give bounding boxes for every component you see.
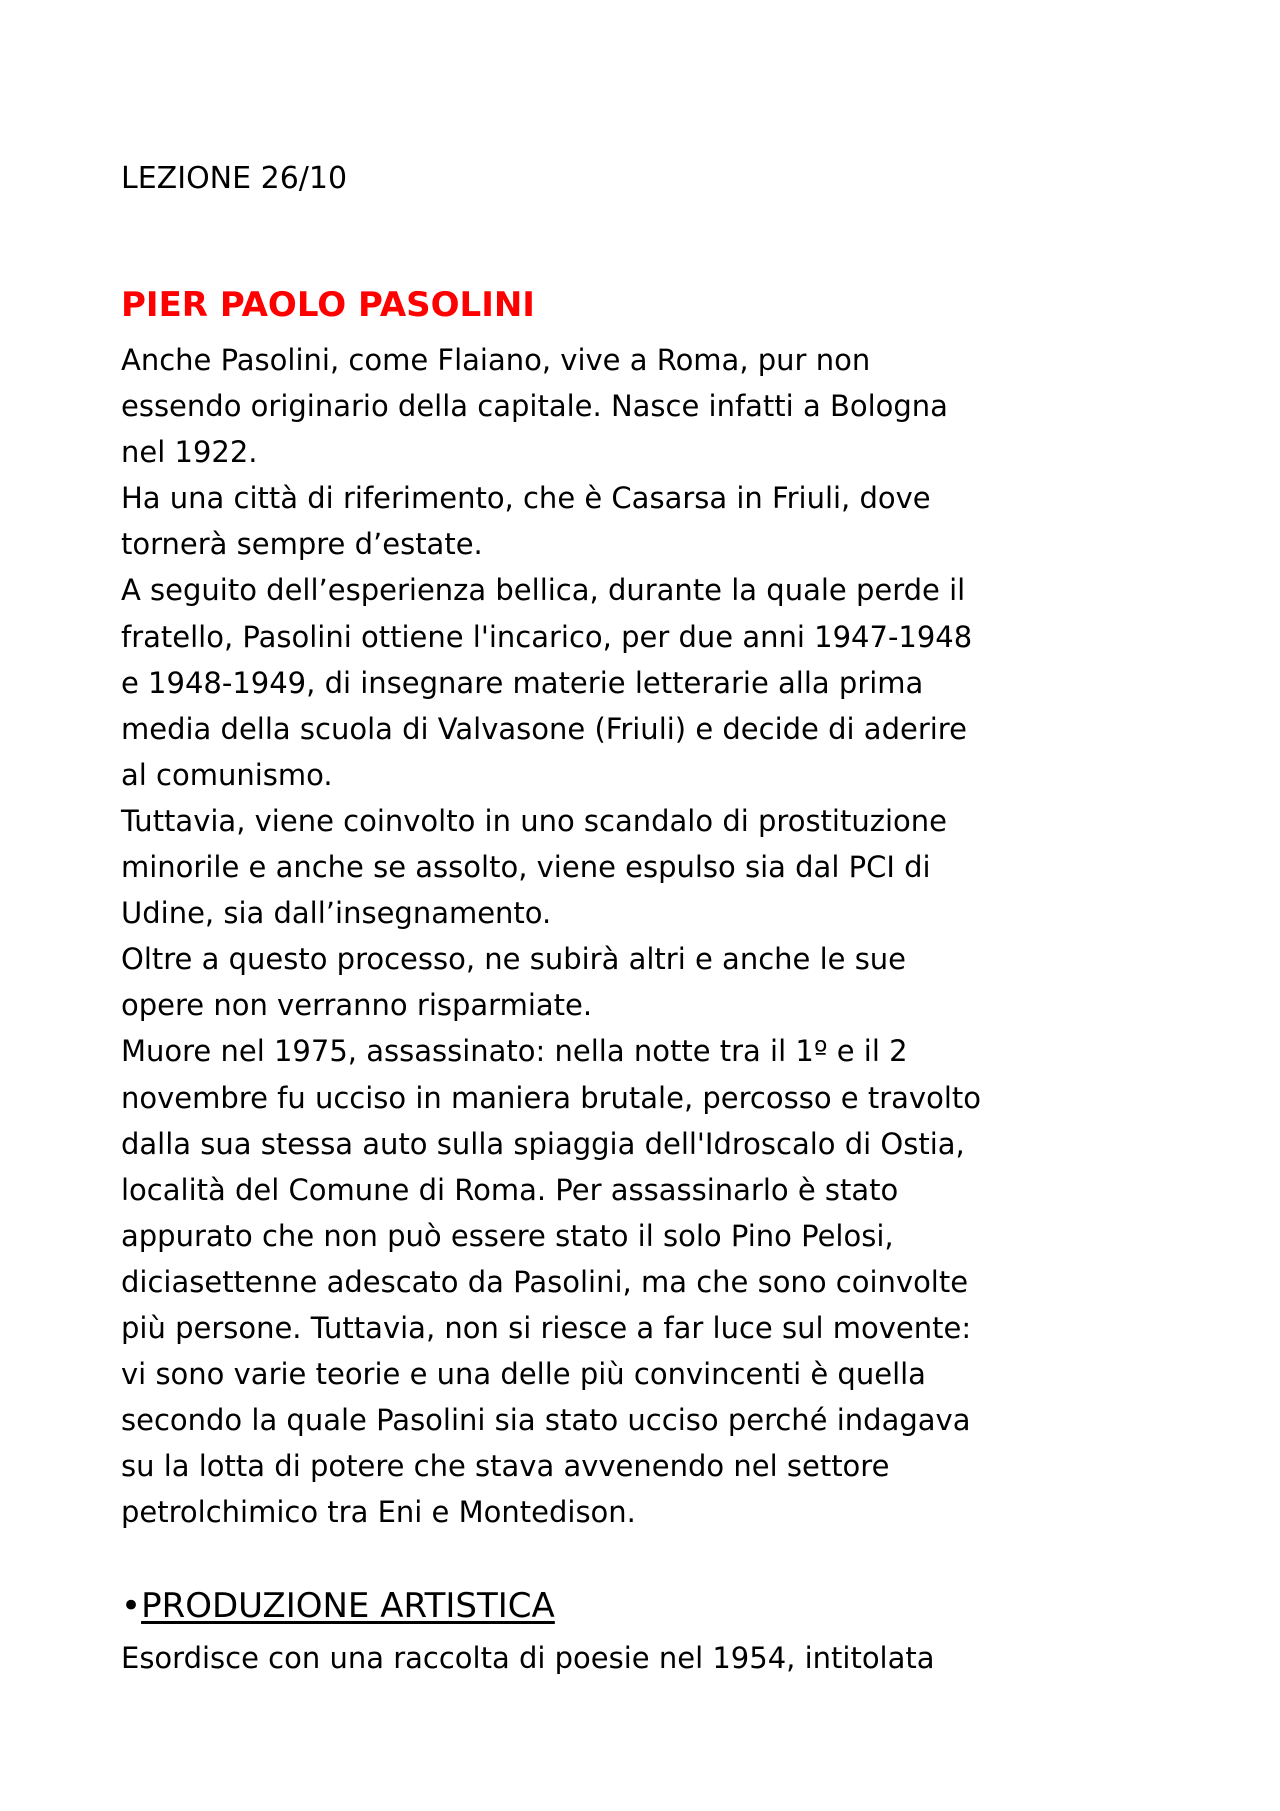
section-text: Esordisce con una raccolta di poesie nel 1954, intitolata <box>121 1641 935 1675</box>
text-line: minorile e anche se assolto, viene espulso sia dal PCI di <box>121 850 931 885</box>
text-line: nel 1922. <box>121 435 258 470</box>
text-line: fratello, Pasolini ottiene l'incarico, per due anni 1947-1948 <box>121 619 973 654</box>
text-line: Tuttavia, viene coinvolto in uno scandalo di prostituzione <box>121 803 947 838</box>
body-text <box>121 337 981 1535</box>
text-line: media della scuola di Valvasone (Friuli) e decide di aderire <box>121 711 967 746</box>
text-line: dalla sua stessa auto sulla spiaggia dell'Idroscalo di Ostia, <box>121 1126 965 1161</box>
bullet: • <box>121 1586 142 1626</box>
text-line: novembre fu ucciso in maniera brutale, percosso e travolto <box>121 1080 981 1115</box>
text-line: Oltre a questo processo, ne subirà altri e anche le sue <box>121 942 907 977</box>
text-line: più persone. Tuttavia, non si riesce a far luce sul movente: <box>121 1310 972 1345</box>
text-line: essendo originario della capitale. Nasce infatti a Bologna <box>121 389 948 424</box>
text-line: Ha una città di riferimento, che è Casarsa in Friuli, dove <box>121 481 931 516</box>
lesson-title: LEZIONE 26/10 <box>121 161 348 196</box>
text-line: Muore nel 1975, assassinato: nella notte tra il 1º e il 2 <box>121 1034 908 1069</box>
text-line: località del Comune di Roma. Per assassinarlo è stato <box>121 1172 899 1207</box>
text-line: al comunismo. <box>121 757 333 792</box>
section-heading <box>121 1583 555 1629</box>
text-line: secondo la quale Pasolini sia stato ucciso perché indagava <box>121 1403 971 1438</box>
text-line: appurato che non può essere stato il solo Pino Pelosi, <box>121 1218 894 1253</box>
text-line: petrolchimico tra Eni e Montedison. <box>121 1495 636 1530</box>
text-line: diciasettenne adescato da Pasolini, ma che sono coinvolte <box>121 1264 969 1299</box>
text-line: Anche Pasolini, come Flaiano, vive a Roma, pur non <box>121 343 871 377</box>
text-line: su la lotta di potere che stava avvenendo nel settore <box>121 1449 890 1484</box>
text-line: vi sono varie teorie e una delle più convincenti è quella <box>121 1357 926 1392</box>
text-line: opere non verranno risparmiate. <box>121 988 593 1023</box>
text-line: Udine, sia dall’insegnamento. <box>121 896 552 931</box>
text-line: tornerà sempre d’estate. <box>121 527 483 562</box>
text-line: e 1948-1949, di insegnare materie letterarie alla prima <box>121 665 924 700</box>
text-line: A seguito dell’esperienza bellica, durante la quale perde il <box>121 573 966 608</box>
section-title: PRODUZIONE ARTISTICA <box>141 1586 555 1626</box>
document-heading: PIER PAOLO PASOLINI <box>121 285 535 325</box>
